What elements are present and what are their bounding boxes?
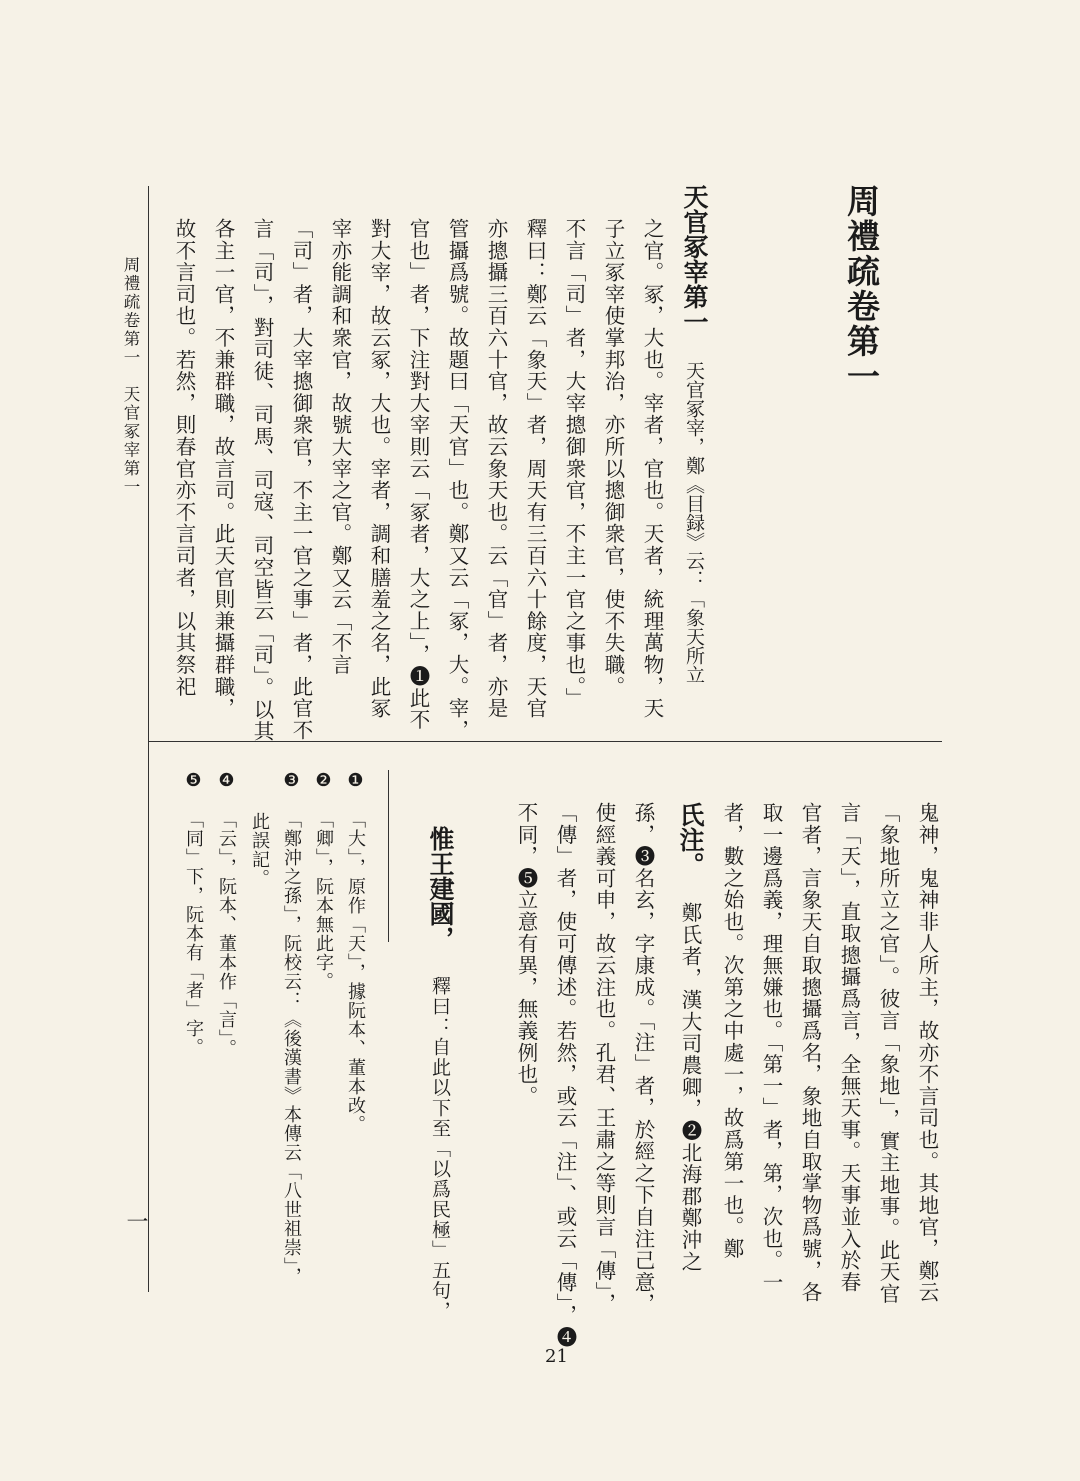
text-column: 鬼神，鬼神非人所主，故亦不言司也。其地官，鄭云 (915, 802, 939, 1304)
footnote (310, 770, 336, 991)
footnote-text: 「云」，阮本、董本作「言」。 (216, 810, 237, 1058)
footnote (278, 770, 304, 1286)
footnote-text: 「卿」，阮本無此字。 (313, 810, 334, 991)
footnote-marker: ❺ (183, 770, 204, 792)
text-column: 言「司」，對司徒、司馬、司寇、司空皆云「司」。以其 (250, 218, 274, 743)
text-column: 「傳」者，使可傳述。若然，或云「注」、或云「傳」，❹ (553, 802, 577, 1349)
text-column: 不同，❺立意有異，無義例也。 (514, 802, 538, 1108)
footnote-marker: ❹ (216, 770, 237, 792)
page-number: 21 (545, 1346, 568, 1367)
text-column: 各主一官，不兼群職，故言司。此天官則兼攝群職， (211, 218, 235, 720)
text-column: 亦摠攝三百六十官，故云象天也。云「官」者，亦是 (484, 218, 508, 720)
wang-subtext: 釋曰：自此以下至「以爲民極」五句， (429, 976, 451, 1322)
text-column: 使經義可申，故云注也。孔君、王肅之等則言「傳」， (592, 802, 616, 1315)
text-column: 官也」者，下注對大宰則云「冢者，大之上」，❶此不 (406, 218, 430, 731)
wang-heading-column (422, 826, 458, 1321)
zheng-heading-column (672, 802, 708, 1273)
notes-divider (388, 770, 389, 942)
text-column: 「象地所立之官」。彼言「象地」，實主地事。此天官 (876, 802, 900, 1305)
text-column: 取一邊爲義，理無嫌也。「第一」者，第，次也。一 (759, 802, 783, 1294)
footnote-marker: ❷ (313, 770, 334, 792)
text-column: 天官冢宰，鄭《目録》云：「象天所立 (683, 361, 705, 684)
text-column: 之官。冢，大也。宰者，官也。天者，統理萬物，天 (640, 218, 664, 720)
text-column: 對大宰，故云冢，大也。宰者，調和膳羞之名，此冢 (367, 218, 391, 720)
heading-column (676, 184, 712, 684)
section-heading: 天官冢宰第一 (680, 184, 709, 334)
text-column: 「司」者，大宰摠御衆官，不主一官之事」者，此官不 (289, 218, 313, 742)
text-column: 官者，言象天自取摠攝爲名，象地自取掌物爲號，各 (798, 802, 822, 1304)
text-column: 釋曰：鄭云「象天」者，周天有三百六十餘度，天官 (523, 218, 547, 720)
footnote-marker: ❸ (281, 770, 302, 792)
wang-heading: 惟王建國， (426, 826, 455, 951)
text-column: 言「天」，直取摠攝爲言，全無天事。天事並入於春 (837, 802, 861, 1294)
text-column: 宰亦能調和衆官，故號大宰之官。鄭又云「不言 (328, 218, 352, 676)
footnote-text: 「同」下，阮本有「者」字。 (183, 810, 204, 1057)
footnote (342, 770, 368, 1134)
footnote-continuation: 此誤記。 (249, 812, 270, 888)
book-title: 周禮疏卷第一 (842, 184, 881, 394)
text-column: 故不言司也。若然，則春官亦不言司者，以其祭祀 (172, 218, 196, 698)
text-column: 孫，❸名玄，字康成。「注」者，於經之下自注己意， (631, 802, 655, 1315)
footnote-text: 「大」，原作「天」，據阮本、董本改。 (345, 810, 366, 1134)
zheng-heading: 氏注。 (676, 802, 705, 877)
footnote-marker: ❶ (345, 770, 366, 792)
text-column: 鄭氏者，漢大司農卿，❷北海郡鄭沖之 (678, 902, 702, 1273)
footnote-text: 「鄭沖之孫」，阮校云：《後漢書》本傳云「八世祖崇」， (281, 810, 302, 1286)
footnote (180, 770, 206, 1057)
margin-rule (148, 186, 149, 1292)
page-marker: 一 (123, 1210, 148, 1234)
footnote (213, 770, 239, 1058)
text-column: 管攝爲號。故題曰「天官」也。鄭又云「冢，大。宰， (445, 218, 469, 742)
running-head: 周禮疏卷第一 天官冢宰第一 (121, 256, 140, 497)
text-column: 者，數之始也。次第之中處一，故爲第一也。鄭 (720, 802, 744, 1260)
text-column: 子立冢宰使掌邦治，亦所以摠御衆官，使不失職。 (601, 218, 625, 698)
text-column: 不言「司」者，大宰摠御衆官，不主一官之事也。」 (562, 218, 586, 710)
